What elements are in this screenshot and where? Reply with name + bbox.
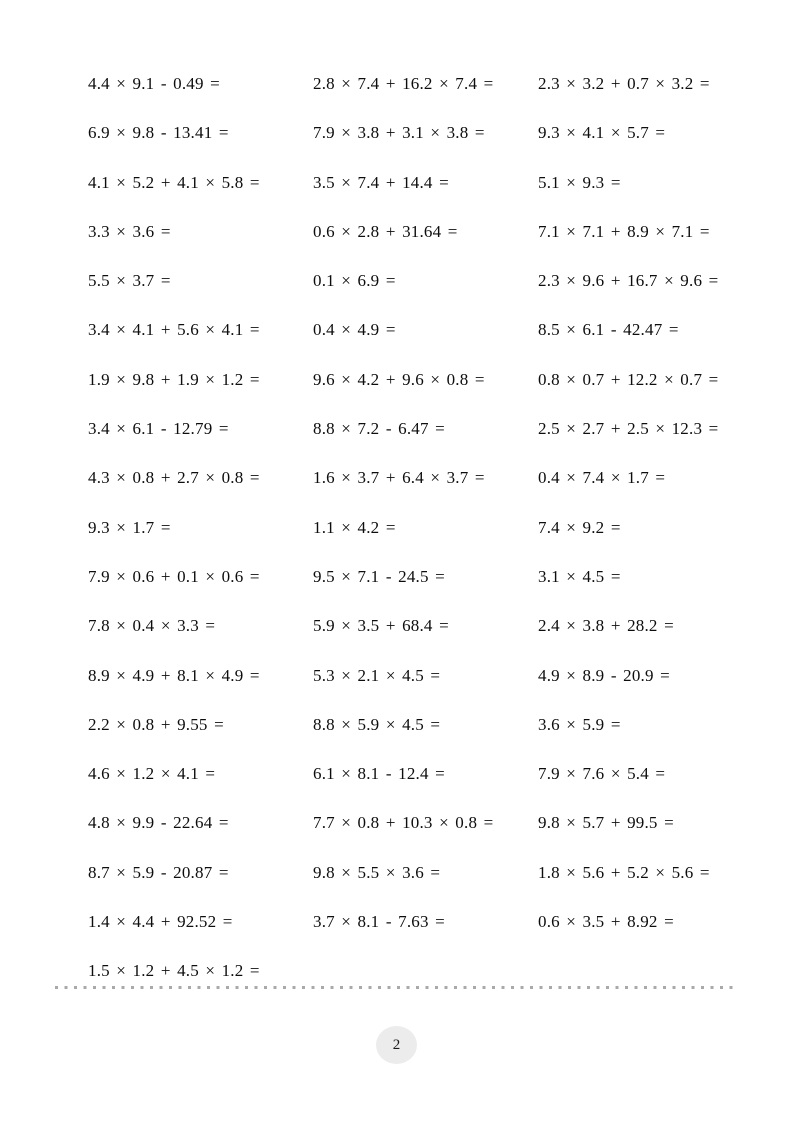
math-problem: 2.2 × 0.8 + 9.55 = bbox=[88, 714, 224, 734]
math-problem: 2.8 × 7.4 + 16.2 × 7.4 = bbox=[313, 74, 494, 93]
math-problem: 2.3 × 3.2 + 0.7 × 3.2 = bbox=[538, 74, 710, 93]
math-problem: 6.9 × 9.8 - 13.41 = bbox=[88, 123, 229, 143]
math-problem: 0.4 × 4.9 = bbox=[313, 320, 396, 340]
math-problem: 2.3 × 9.6 + 16.7 × 9.6 = bbox=[538, 271, 719, 291]
math-problem: 3.4 × 6.1 - 12.79 = bbox=[88, 419, 229, 439]
math-problem: 1.6 × 3.7 + 6.4 × 3.7 = bbox=[313, 468, 485, 488]
math-problem: 2.4 × 3.8 + 28.2 = bbox=[538, 616, 674, 636]
problem-row bbox=[0, 519, 793, 568]
math-problem: 1.5 × 1.2 + 4.5 × 1.2 = bbox=[88, 961, 260, 981]
math-problem: 7.7 × 0.8 + 10.3 × 0.8 = bbox=[313, 813, 494, 833]
math-problem: 6.1 × 8.1 - 12.4 = bbox=[313, 764, 445, 784]
problem-row bbox=[0, 913, 793, 962]
math-problem: 4.1 × 5.2 + 4.1 × 5.8 = bbox=[88, 172, 260, 192]
math-problem: 4.4 × 9.1 - 0.49 = bbox=[88, 74, 220, 93]
math-problem: 1.8 × 5.6 + 5.2 × 5.6 = bbox=[538, 862, 710, 882]
math-problem: 1.1 × 4.2 = bbox=[313, 517, 396, 537]
math-problem: 0.6 × 2.8 + 31.64 = bbox=[313, 221, 458, 241]
math-problem: 8.7 × 5.9 - 20.87 = bbox=[88, 862, 229, 882]
problem-row bbox=[0, 420, 793, 469]
problem-row bbox=[0, 814, 793, 863]
math-problem: 4.3 × 0.8 + 2.7 × 0.8 = bbox=[88, 468, 260, 488]
dotted-divider bbox=[55, 986, 737, 989]
math-problem: 7.9 × 7.6 × 5.4 = bbox=[538, 764, 666, 784]
math-problem: 0.8 × 0.7 + 12.2 × 0.7 = bbox=[538, 369, 719, 389]
math-problem: 5.5 × 3.7 = bbox=[88, 271, 171, 291]
math-problem: 7.9 × 3.8 + 3.1 × 3.8 = bbox=[313, 123, 485, 143]
math-problem: 7.1 × 7.1 + 8.9 × 7.1 = bbox=[538, 221, 710, 241]
problem-row bbox=[0, 272, 793, 321]
problem-row bbox=[0, 765, 793, 814]
math-problem: 9.3 × 1.7 = bbox=[88, 517, 171, 537]
problem-row bbox=[0, 667, 793, 716]
math-problem: 8.8 × 7.2 - 6.47 = bbox=[313, 419, 445, 439]
problem-row bbox=[0, 75, 793, 124]
problem-row bbox=[0, 716, 793, 765]
math-problem: 0.1 × 6.9 = bbox=[313, 271, 396, 291]
math-problem: 8.5 × 6.1 - 42.47 = bbox=[538, 320, 679, 340]
math-problem: 9.6 × 4.2 + 9.6 × 0.8 = bbox=[313, 369, 485, 389]
math-problem: 3.3 × 3.6 = bbox=[88, 221, 171, 241]
math-problem: 8.8 × 5.9 × 4.5 = bbox=[313, 714, 441, 734]
problem-row bbox=[0, 371, 793, 420]
problems-grid bbox=[0, 75, 793, 1012]
math-problem: 2.5 × 2.7 + 2.5 × 12.3 = bbox=[538, 419, 719, 439]
problem-row bbox=[0, 321, 793, 370]
math-problem: 7.9 × 0.6 + 0.1 × 0.6 = bbox=[88, 566, 260, 586]
math-problem: 3.6 × 5.9 = bbox=[538, 714, 621, 734]
math-problem: 3.5 × 7.4 + 14.4 = bbox=[313, 172, 449, 192]
math-problem: 7.4 × 9.2 = bbox=[538, 517, 621, 537]
math-problem: 5.1 × 9.3 = bbox=[538, 172, 621, 192]
math-problem: 1.4 × 4.4 + 92.52 = bbox=[88, 912, 233, 932]
math-problem: 9.5 × 7.1 - 24.5 = bbox=[313, 566, 445, 586]
problem-row bbox=[0, 864, 793, 913]
math-problem: 9.8 × 5.5 × 3.6 = bbox=[313, 862, 441, 882]
problem-row bbox=[0, 617, 793, 666]
math-problem: 4.8 × 9.9 - 22.64 = bbox=[88, 813, 229, 833]
math-problem: 9.8 × 5.7 + 99.5 = bbox=[538, 813, 674, 833]
math-problem: 0.4 × 7.4 × 1.7 = bbox=[538, 468, 666, 488]
math-problem: 8.9 × 4.9 + 8.1 × 4.9 = bbox=[88, 665, 260, 685]
problem-row bbox=[0, 469, 793, 518]
math-problem: 7.8 × 0.4 × 3.3 = bbox=[88, 616, 216, 636]
problem-row bbox=[0, 124, 793, 173]
math-problem: 9.3 × 4.1 × 5.7 = bbox=[538, 123, 666, 143]
problem-row bbox=[0, 568, 793, 617]
math-problem: 4.6 × 1.2 × 4.1 = bbox=[88, 764, 216, 784]
math-problem: 4.9 × 8.9 - 20.9 = bbox=[538, 665, 670, 685]
math-problem: 3.1 × 4.5 = bbox=[538, 566, 621, 586]
math-problem: 5.3 × 2.1 × 4.5 = bbox=[313, 665, 441, 685]
math-problem: 5.9 × 3.5 + 68.4 = bbox=[313, 616, 449, 636]
math-problem: 1.9 × 9.8 + 1.9 × 1.2 = bbox=[88, 369, 260, 389]
math-problem: 0.6 × 3.5 + 8.92 = bbox=[538, 912, 674, 932]
problem-row bbox=[0, 174, 793, 223]
math-problem: 3.4 × 4.1 + 5.6 × 4.1 = bbox=[88, 320, 260, 340]
page-number-badge bbox=[376, 1026, 417, 1064]
page-number: 2 bbox=[392, 1036, 401, 1053]
problem-row bbox=[0, 223, 793, 272]
math-problem: 3.7 × 8.1 - 7.63 = bbox=[313, 912, 445, 932]
